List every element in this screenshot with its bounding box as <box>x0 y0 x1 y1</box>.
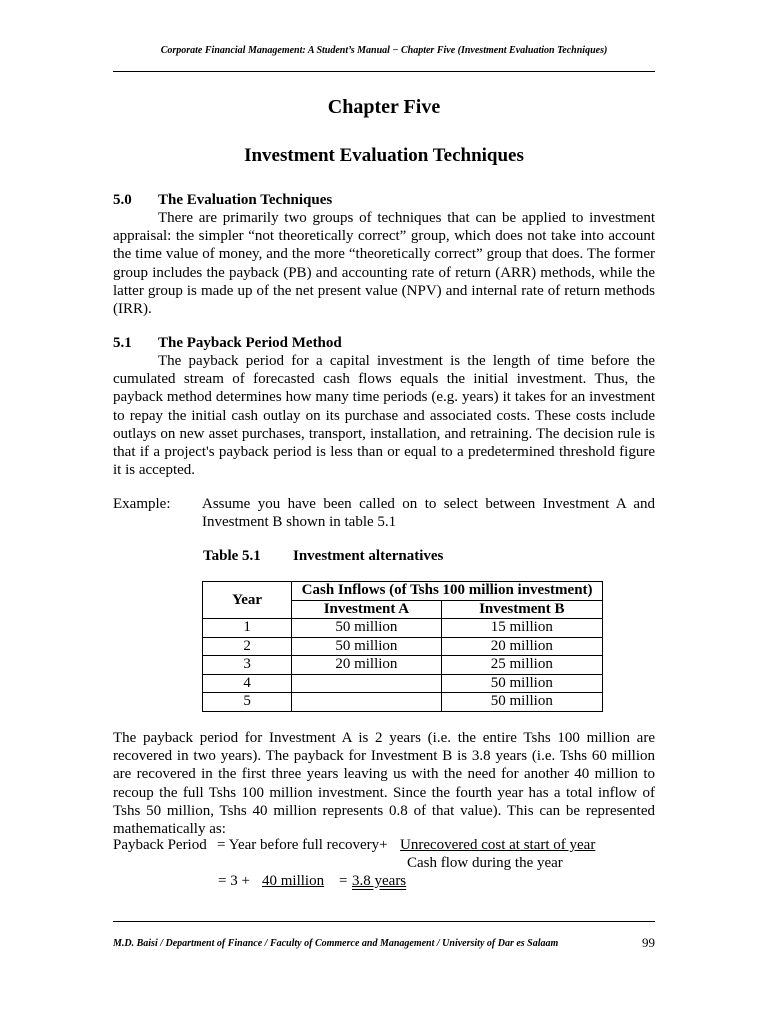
cell-investment-b: 20 million <box>441 637 602 656</box>
table-row <box>203 674 603 693</box>
table-number: Table 5.1 <box>203 548 261 564</box>
cell-year: 3 <box>203 656 292 675</box>
cell-investment-b: 15 million <box>441 619 602 638</box>
page-number: 99 <box>642 935 655 950</box>
header-year: Year <box>203 582 292 619</box>
section-5-0-body: There are primarily two groups of techniques that can be applied to investment appraisal: the simpler “not theoretically correct” group, which does not take into account the time value of money, and the more “theoretically correct” group that does. The former group includes the payback (PB) and accounting rate of return (ARR) methods, while the latter group is made up of the net present value (NPV) and internal rate of return methods (IRR). <box>113 210 655 318</box>
cell-investment-a <box>292 674 441 693</box>
formula-denominator: Cash flow during the year <box>407 855 563 871</box>
cell-year: 2 <box>203 637 292 656</box>
header-rule <box>113 71 655 72</box>
table-row <box>203 619 603 638</box>
cell-investment-b: 25 million <box>441 656 602 675</box>
payback-explanation: The payback period for Investment A is 2 years (i.e. the entire Tshs 100 million are recovered in two years). The payback for Investment B is 3.8 years (i.e. Tshs 60 million are recovered in the first three years leaving us with the need for another 40 million to recoup the full Tshs 100 million investment. Since the fourth year has a total inflow of Tshs 50 million, Tshs 40 million represents 0.8 of that value). This can be represented mathematically as: <box>113 730 655 838</box>
section-title: The Payback Period Method <box>158 335 342 351</box>
chapter-subtitle: Investment Evaluation Techniques <box>244 145 524 166</box>
cell-investment-b: 50 million <box>441 693 602 712</box>
cell-year: 1 <box>203 619 292 638</box>
example-text: Assume you have been called on to select between Investment A and Investment B shown in table 5.1 <box>202 496 655 531</box>
table-title: Investment alternatives <box>293 548 444 564</box>
formula-equation: = Year before full recovery+ <box>217 837 388 853</box>
section-number: 5.1 <box>113 335 132 351</box>
footer-rule <box>113 921 655 922</box>
cell-investment-a: 50 million <box>292 637 441 656</box>
section-title: The Evaluation Techniques <box>158 192 333 208</box>
formula-result: 3.8 years <box>352 873 407 889</box>
footer-text: M.D. Baisi / Department of Finance / Faculty of Commerce and Management / University of Dar es Salaam <box>113 938 559 949</box>
cell-investment-b: 50 million <box>441 674 602 693</box>
section-heading-5-0 <box>113 191 655 209</box>
formula-equals: = <box>339 873 348 889</box>
cell-year: 5 <box>203 693 292 712</box>
table-row <box>203 637 603 656</box>
formula-numerator: Unrecovered cost at start of year <box>400 837 596 853</box>
header-investment-a: Investment A <box>292 600 441 619</box>
formula-label: Payback Period <box>113 837 207 853</box>
section-number: 5.0 <box>113 192 132 208</box>
cell-investment-a: 20 million <box>292 656 441 675</box>
cell-investment-a <box>292 693 441 712</box>
formula-substitution: = 3 + <box>218 873 250 889</box>
table-caption <box>203 548 443 565</box>
section-5-1-body: The payback period for a capital investment is the length of time before the cumulated stream of forecasted cash flows equals the initial investment. Thus, the payback method determines how many time periods (e.g. years) it takes for an investment to repay the initial cash outlay on its purchase and associated costs. These costs include outlays on new asset purchases, transport, installation, and retraining. The decision rule is that if a project's payback period is less than or equal to a predetermined threshold figure it is accepted. <box>113 353 655 479</box>
cell-year: 4 <box>203 674 292 693</box>
cell-investment-a: 50 million <box>292 619 441 638</box>
example-label: Example: <box>113 496 171 512</box>
header-cash-inflows: Cash Inflows (of Tshs 100 million investment) <box>292 582 603 601</box>
header-investment-b: Investment B <box>441 600 602 619</box>
investment-table <box>202 581 603 712</box>
section-heading-5-1 <box>113 334 655 352</box>
table-row <box>203 656 603 675</box>
running-header: Corporate Financial Management: A Student’s Manual − Chapter Five (Investment Evaluation Techniques) <box>160 45 608 56</box>
chapter-title: Chapter Five <box>327 96 441 118</box>
formula-substitution-numerator: 40 million <box>262 873 325 889</box>
table-row <box>203 693 603 712</box>
